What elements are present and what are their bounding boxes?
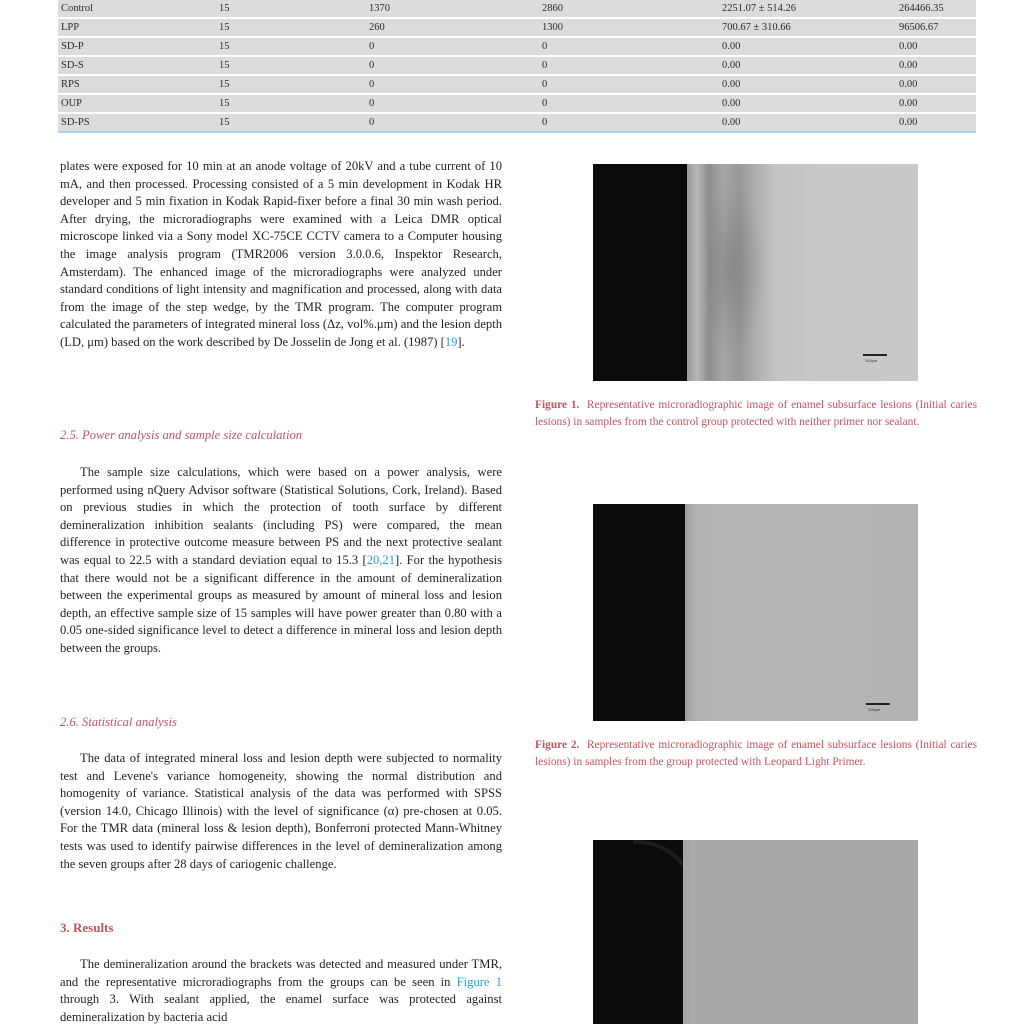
table-cell: 0 xyxy=(539,57,719,76)
group-name-cell: SD-P xyxy=(58,38,216,57)
table-cell: 2251.07 ± 514.26 xyxy=(719,0,896,19)
data-table xyxy=(58,0,976,133)
group-name-cell: OUP xyxy=(58,95,216,114)
table-cell: 0.00 xyxy=(719,38,896,57)
table-cell: 0 xyxy=(366,95,539,114)
paragraph-power-analysis xyxy=(60,464,502,658)
caption-text: Representative microradiographic image of enamel subsurface lesions (Initial caries lesions) in samples from the group protected with Leopard Light Primer. xyxy=(535,739,977,768)
group-name-cell: SD-PS xyxy=(58,114,216,133)
table-cell: 264466.35 xyxy=(896,0,976,19)
group-name-cell: SD-S xyxy=(58,57,216,76)
table-row xyxy=(58,76,976,95)
figure-1-caption xyxy=(535,397,977,431)
table-row xyxy=(58,57,976,76)
table-cell: 15 xyxy=(216,95,366,114)
table-cell: 1370 xyxy=(366,0,539,19)
paragraph-results xyxy=(60,956,502,1026)
enamel-region xyxy=(683,840,918,1024)
table-cell: 2860 xyxy=(539,0,719,19)
figure-2-image xyxy=(593,504,918,721)
table-cell: 1300 xyxy=(539,19,719,38)
paragraph-tmr-method xyxy=(60,158,502,352)
table-cell: 0.00 xyxy=(896,38,976,57)
table-cell: 15 xyxy=(216,19,366,38)
table-cell: 15 xyxy=(216,38,366,57)
table-cell: 0 xyxy=(539,38,719,57)
scale-bar-label: 100μm xyxy=(868,707,881,712)
enamel-region xyxy=(685,504,918,721)
figure-link[interactable]: Figure 1 xyxy=(456,974,502,989)
table-row xyxy=(58,19,976,38)
table-cell: 0.00 xyxy=(719,114,896,133)
caption-text: Representative microradiographic image of enamel subsurface lesions (Initial caries lesions) in samples from the control group protected with neither primer nor sealant. xyxy=(535,399,977,428)
paragraph-statistical-analysis xyxy=(60,750,502,873)
group-name-cell: RPS xyxy=(58,76,216,95)
table-cell: 0.00 xyxy=(896,95,976,114)
table-cell: 0.00 xyxy=(719,95,896,114)
paragraph-text: The demineralization around the brackets was detected and measured under TMR, and the representative microradiographs from the groups can be seen in xyxy=(60,957,502,989)
table-cell: 0.00 xyxy=(896,76,976,95)
table-cell: 260 xyxy=(366,19,539,38)
scale-bar xyxy=(863,354,887,356)
enamel-lesion-region xyxy=(687,164,918,381)
paragraph-text: ]. For the hypothesis that there would not be a significant difference in the amount of demineralization between the experimental groups as measured by amount of mineral loss and lesion depth, an effective sample size of 15 samples will have power greater than 0.80 with a 0.05 one-sided significance level to detect a difference in mineral loss and lesion depth between the groups. xyxy=(60,552,502,655)
table-cell: 0 xyxy=(539,95,719,114)
table-cell: 15 xyxy=(216,57,366,76)
citation-link[interactable]: 19 xyxy=(444,334,458,349)
citation-link[interactable]: 20,21 xyxy=(366,552,396,567)
table-cell: 15 xyxy=(216,0,366,19)
table-cell: 0.00 xyxy=(896,114,976,133)
figure-label: Figure 2. xyxy=(535,739,580,751)
figure-3-image xyxy=(593,840,918,1024)
table-cell: 0.00 xyxy=(719,76,896,95)
results-table xyxy=(58,0,976,133)
table-cell: 0 xyxy=(366,38,539,57)
table-row xyxy=(58,0,976,19)
section-heading-2-6: 2.6. Statistical analysis xyxy=(60,715,177,729)
group-name-cell: LPP xyxy=(58,19,216,38)
resin-region xyxy=(593,164,687,381)
figure-2-caption xyxy=(535,737,977,771)
resin-region xyxy=(593,840,683,1024)
paragraph-text: through 3. With sealant applied, the enamel surface was protected against demineralization by bacteria acid xyxy=(60,992,502,1024)
scale-bar-label: 100μm xyxy=(865,358,878,363)
table-cell: 15 xyxy=(216,114,366,133)
figure-1-image xyxy=(593,164,918,381)
section-heading-3: 3. Results xyxy=(60,920,114,935)
table-cell: 0 xyxy=(539,76,719,95)
paragraph-text: ]. xyxy=(457,334,465,349)
group-name-cell: Control xyxy=(58,0,216,19)
table-row xyxy=(58,95,976,114)
table-cell: 15 xyxy=(216,76,366,95)
section-heading-2-5: 2.5. Power analysis and sample size calculation xyxy=(60,428,303,442)
table-cell: 0 xyxy=(539,114,719,133)
resin-region xyxy=(593,504,685,721)
table-cell: 96506.67 xyxy=(896,19,976,38)
paragraph-text: The data of integrated mineral loss and lesion depth were subjected to normality test and Levene's variance homogeneity, showing the normal distribution and homogenity of variance. Statistical analysis of the data was performed with SPSS (version 14.0, Chicago Illinois) with the level of significance (α) pre-chosen at 0.05. For the TMR data (mineral loss & lesion depth), Bonferroni protected Mann-Whitney tests was used to identify pairwise differences in the level of demineralization among the seven groups after 28 days of cariogenic challenge. xyxy=(60,751,502,871)
paragraph-text: The sample size calculations, which were based on a power analysis, were performed using nQuery Advisor software (Statistical Solutions, Cork, Ireland). Based on previous studies in which the protection of tooth surface by different demineralization inhibition sealants (including PS) were compared, the mean difference in protective outcome measure between PS and the next protective sealant was equal to 22.5 with a standard deviation equal to 15.3 [ xyxy=(60,465,502,567)
table-cell: 0.00 xyxy=(896,57,976,76)
table-cell: 0.00 xyxy=(719,57,896,76)
table-cell: 0 xyxy=(366,57,539,76)
table-cell: 0 xyxy=(366,76,539,95)
paragraph-text: plates were exposed for 10 min at an anode voltage of 20kV and a tube current of 10 mA, and then processed. Processing consisted of a 5 min development in Kodak HR developer and 5 min fixation in Kodak Rapid-fixer before a final 30 min wash period. After drying, the microradiographs were examined with a Leica DMR optical microscope linked via a Sony model XC-75CE CCTV camera to a Computer housing the image analysis program (TMR2006 version 3.0.0.6, Inspektor Research, Amsterdam). The enhanced image of the microradiographs were analyzed under standard conditions of light intensity and magnification and processed, along with data from the image of the step wedge, by the TMR program. The computer program calculated the parameters of integrated mineral loss (Δz, vol%.μm) and the lesion depth (LD, μm) based on the work described by De Josselin de Jong et al. (1987) [ xyxy=(60,159,502,349)
table-row xyxy=(58,114,976,133)
scale-bar xyxy=(866,703,890,705)
table-cell: 700.67 ± 310.66 xyxy=(719,19,896,38)
table-row xyxy=(58,38,976,57)
figure-label: Figure 1. xyxy=(535,399,580,411)
table-cell: 0 xyxy=(366,114,539,133)
